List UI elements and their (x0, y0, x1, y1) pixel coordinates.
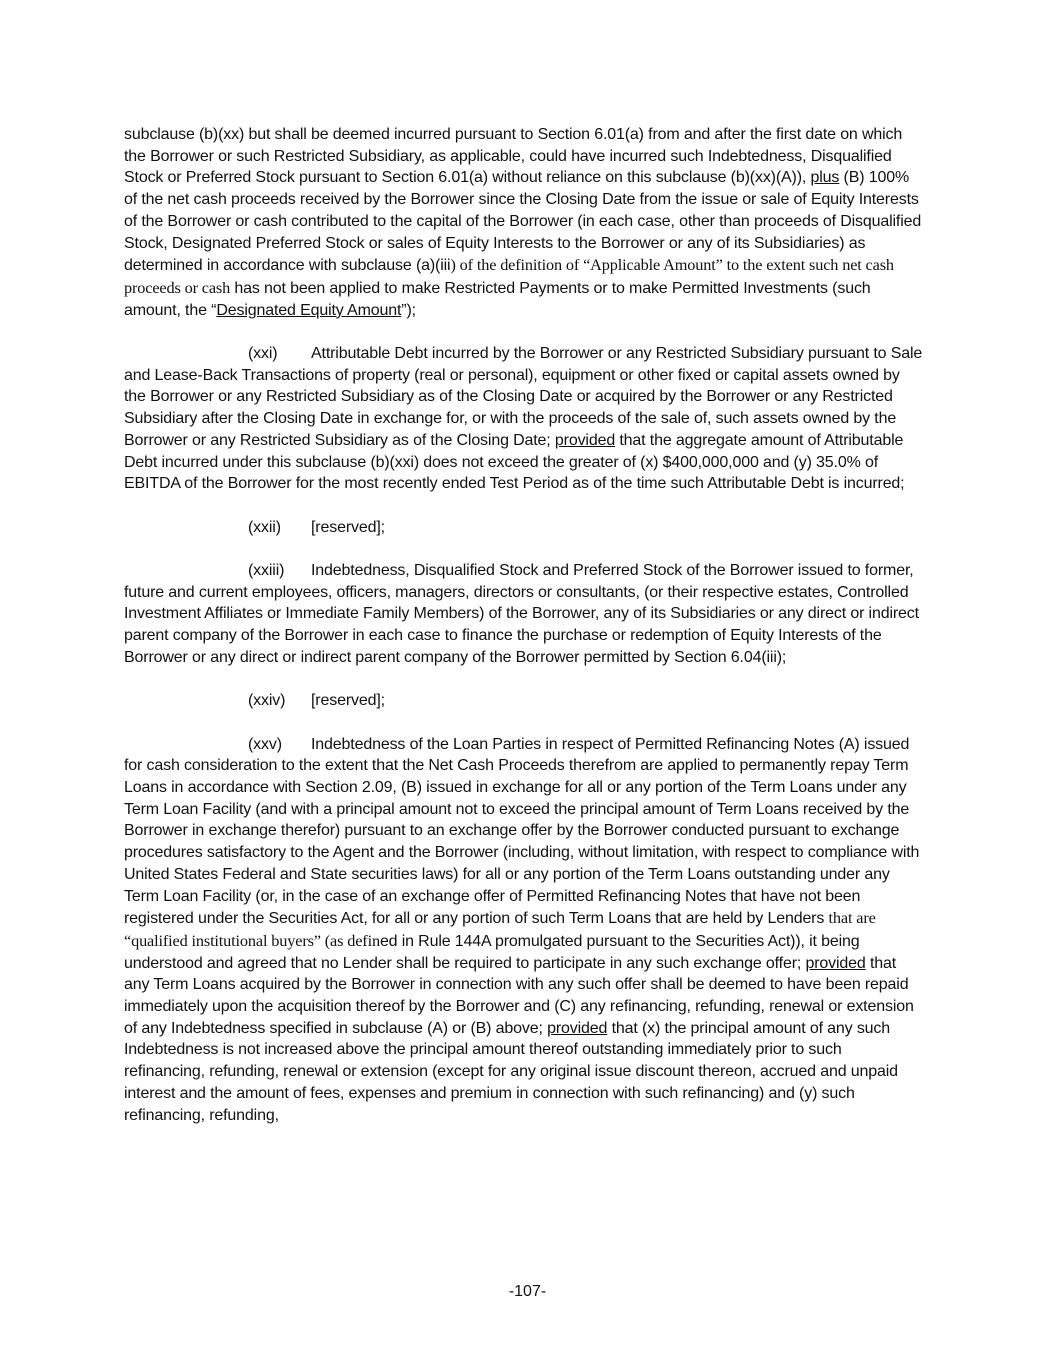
provided-term: provided (547, 1019, 608, 1037)
text-run: has not been applied to make Restricted Payments or to make Permitted Investments (such amount, the “ (124, 279, 871, 319)
clause-number: (xxv) (248, 735, 282, 753)
clause-xxii (124, 517, 924, 539)
document-body (124, 124, 924, 1148)
paragraph-continuation (124, 124, 924, 321)
text-run: Indebtedness, Disqualified Stock and Preferred Stock of the Borrower issued to former, future and current employees, officers, managers, directors or consultants, (or their respective estates, Controlled Investment Affiliates or Immediate Family Members) of the Borrower, any of its Subsidiaries or any direct or indirect parent company of the Borrower in each case to finance the purchase or redemption of Equity Interests of the Borrower or any direct or indirect parent company of the Borrower permitted by Section 6.04(iii); (124, 562, 919, 666)
clause-number: (xxiii) (248, 562, 285, 580)
text-run: [reserved]; (311, 692, 385, 710)
text-run: Attributable Debt incurred by the Borrower or any Restricted Subsidiary pursuant to Sale and Lease-Back Transactions of property (real or personal), equipment or other fixed or capital assets owned by the Borrower or any Restricted Subsidiary as of the Closing Date or acquired by the Borrower or any Restricted Subsidiary after the Closing Date in exchange for, or with the proceeds of the sale of, such assets owned by the Borrower or any Restricted Subsidiary as of the Closing Date; (124, 345, 923, 449)
plus-term: plus (810, 169, 840, 187)
text-run: that any Term Loans acquired by the Borrower in connection with any such offer shall be deemed to have been repaid immediately upon the acquisition thereof by the Borrower and (C) any refinancing, refunding, renewal or extension of any Indebtedness specified in subclause (A) or (B) above; (124, 954, 914, 1037)
text-run: ed in Rule 144A promulgated pursuant to the Securities Act)), it being understood and agreed that no Lender shall be required to participate in any such exchange offer; (124, 932, 860, 972)
text-run: that the aggregate amount of Attributable Debt incurred under this subclause (b)(xxi) does not exceed the greater of (x) $400,000,000 and (y) 35.0% of EBITDA of the Borrower for the most recently ended Test Period as of the time such Attributable Debt is incurred; (124, 431, 905, 493)
clause-number: (xxi) (248, 345, 278, 363)
clause-xxiv (124, 690, 924, 712)
text-run-serif: that are “qualified institutional buyers” (as defin (124, 908, 876, 950)
text-run: (B) 100% of the net cash proceeds received by the Borrower since the Closing Date from the issue or sale of Equity Interests of the Borrower or cash contributed to the capital of the Borrower (in each case, other than proceeds of Disqualified Stock, Designated Preferred Stock or sales of Equity Interests to the Borrower or any of its Subsidiaries) as determined in accordance with subclause (a)(iii (124, 169, 922, 275)
page-number: -107- (508, 1283, 547, 1300)
clause-xxi (124, 343, 924, 495)
clause-xxiii (124, 560, 924, 669)
defined-term-designated-equity-amount: Designated Equity Amount (216, 301, 402, 319)
clause-number: (xxiv) (248, 692, 286, 710)
text-run: [reserved]; (311, 518, 385, 536)
provided-term: provided (554, 431, 616, 449)
text-run: subclause (b)(xx) but shall be deemed incurred pursuant to Section 6.01(a) from and after the first date on which the Borrower or such Restricted Subsidiary, as applicable, could have incurred such Indebtedness, Disqualified Stock or Preferred Stock pursuant to Section 6.01(a) without reliance on this subclause (b)(xx)(A)), (124, 126, 903, 187)
clause-xxv (124, 734, 924, 1127)
clause-number: (xxii) (248, 518, 281, 536)
text-run: Indebtedness of the Loan Parties in respect of Permitted Refinancing Notes (A) issued for cash consideration to the extent that the Net Cash Proceeds therefrom are applied to permanently repay Term Loans in accordance with Section 2.09, (B) issued in exchange for all or any portion of the Term Loans under any Term Loan Facility (and with a principal amount not to exceed the principal amount of Term Loans received by the Borrower in exchange therefor) pursuant to an exchange offer by the Borrower conducted pursuant to exchange procedures satisfactory to the Agent and the Borrower (including, without limitation, with respect to compliance with United States Federal and State securities laws) for all or any portion of the Term Loans outstanding under any Term Loan Facility (or, in the case of an exchange offer of Permitted Refinancing Notes that have not been registered under the Securities Act, for all or any portion of such Term Loans that are held by Lenders (124, 735, 920, 928)
text-run: that (x) the principal amount of any such Indebtedness is not increased above the principal amount thereof outstanding immediately prior to such refinancing, refunding, renewal or extension (except for any original issue discount thereon, accrued and unpaid interest and the amount of fees, expenses and premium in connection with such refinancing) and (y) such refinancing, refunding, (124, 1019, 898, 1124)
text-run-serif: ) of the definition of “Applicable Amount” to the extent such net cash proceeds or cash (124, 255, 894, 297)
provided-term: provided (805, 954, 866, 972)
text-run: ”); (401, 301, 416, 319)
